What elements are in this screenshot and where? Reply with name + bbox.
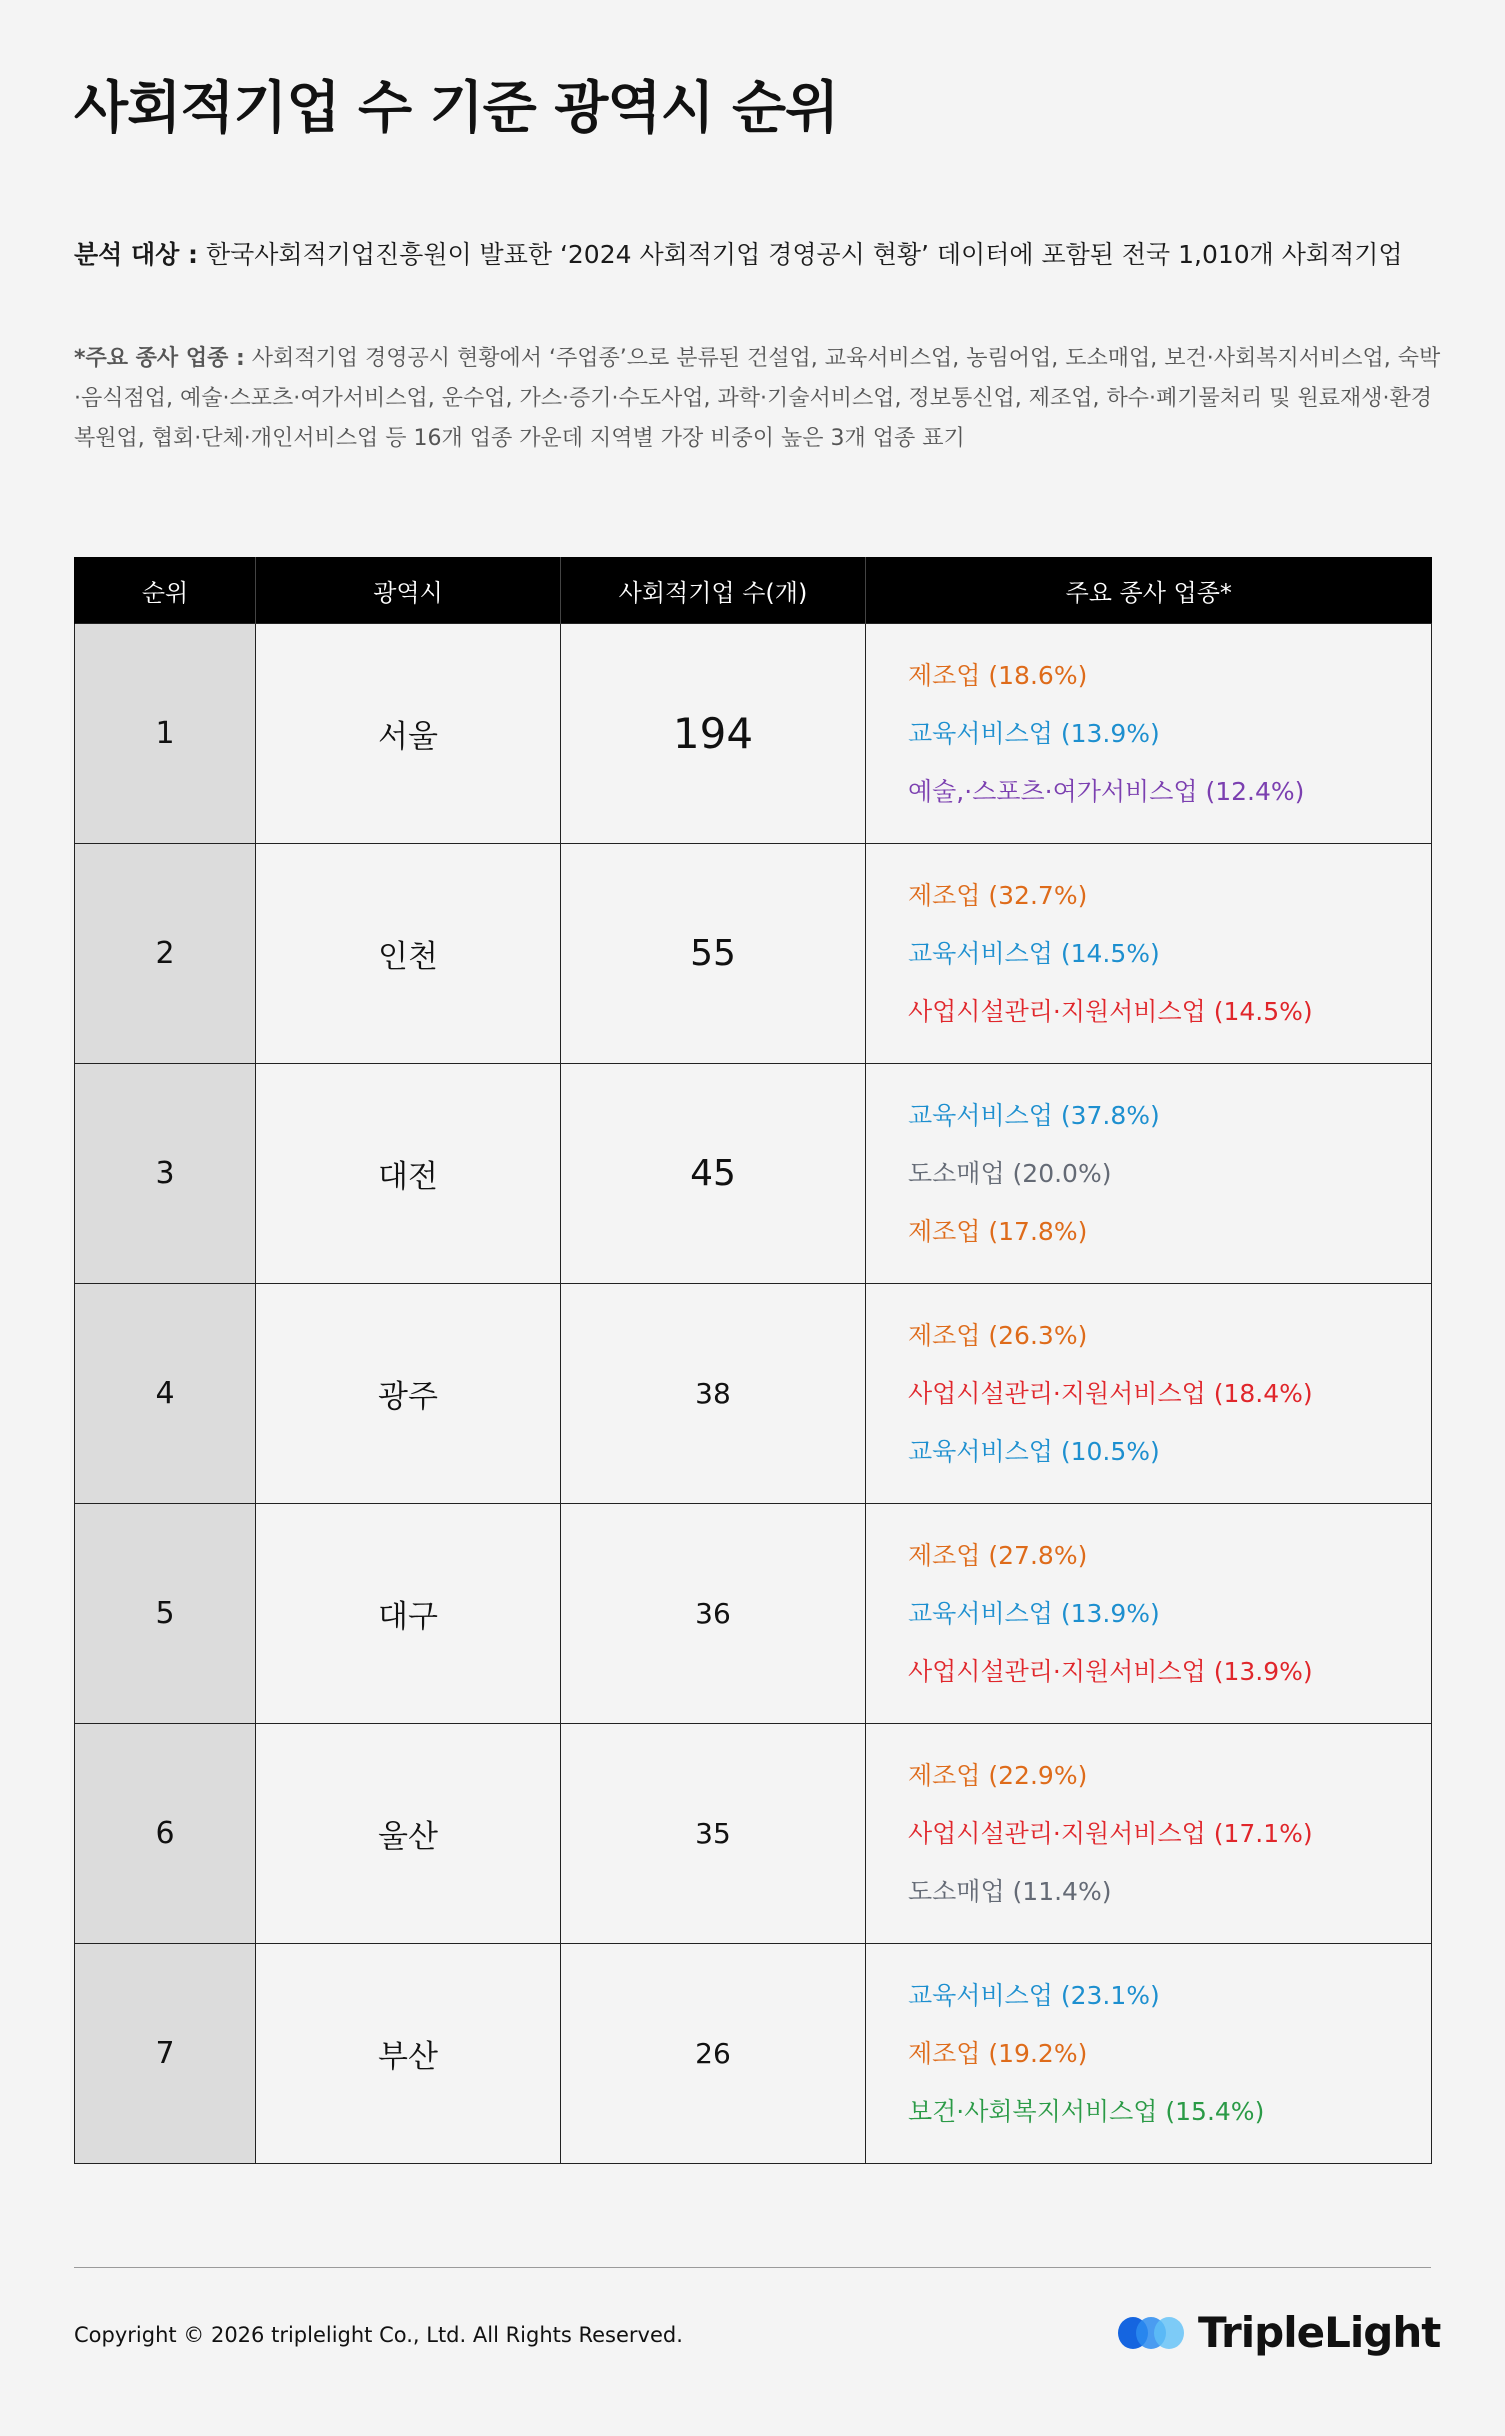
industry-item: 교육서비스업 (23.1%): [908, 1980, 1160, 2010]
industry-item: 제조업 (26.3%): [908, 1320, 1088, 1350]
header-city: 광역시: [256, 557, 561, 624]
city-cell: 대전: [256, 1064, 561, 1284]
industry-item: 도소매업 (20.0%): [908, 1158, 1112, 1188]
industry-item: 제조업 (18.6%): [908, 660, 1088, 690]
count-cell: 36: [561, 1504, 866, 1724]
industry-item: 제조업 (17.8%): [908, 1216, 1088, 1246]
triplelight-logo-icon: [1116, 2313, 1188, 2353]
industry-item: 제조업 (32.7%): [908, 880, 1088, 910]
rank-cell: 2: [75, 844, 256, 1064]
count-cell: 55: [561, 844, 866, 1064]
table-row: [75, 844, 1432, 1064]
analysis-subject-label: 분석 대상 :: [74, 240, 199, 269]
rank-cell: 5: [75, 1504, 256, 1724]
industries-cell: [866, 1064, 1432, 1284]
count-cell: 45: [561, 1064, 866, 1284]
industry-item: 교육서비스업 (37.8%): [908, 1100, 1160, 1130]
city-cell: 부산: [256, 1944, 561, 2164]
count-cell: 26: [561, 1944, 866, 2164]
industry-item: 교육서비스업 (13.9%): [908, 1598, 1160, 1628]
ranking-table: [74, 557, 1432, 2164]
city-cell: 인천: [256, 844, 561, 1064]
rank-cell: 3: [75, 1064, 256, 1284]
industry-item: 교육서비스업 (14.5%): [908, 938, 1160, 968]
header-rank: 순위: [75, 557, 256, 624]
industry-item: 사업시설관리·지원서비스업 (18.4%): [908, 1378, 1313, 1408]
industries-cell: [866, 624, 1432, 844]
rank-cell: 6: [75, 1724, 256, 1944]
table-row: [75, 1724, 1432, 1944]
count-cell: 194: [561, 624, 866, 844]
table-row: [75, 1064, 1432, 1284]
header-industries: 주요 종사 업종*: [866, 557, 1432, 624]
industry-item: 교육서비스업 (10.5%): [908, 1436, 1160, 1466]
industries-cell: [866, 1944, 1432, 2164]
industry-note-text: 사회적기업 경영공시 현황에서 ‘주업종’으로 분류된 건설업, 교육서비스업, 농림어업, 도소매업, 보건·사회복지서비스업, 숙박·음식점업, 예술·스포츠·여가서비스업, 운수업, 가스·증기·수도사업, 과학·기술서비스업, 정보통신업, 제조업, 하수·폐기물처리 및 원료재생·환경복원업, 협회·단체·개인서비스업 등 16개 업종 가운데 지역별 가장 비중이 높은 3개 업종 표기: [74, 346, 1441, 451]
table-row: [75, 1284, 1432, 1504]
analysis-subject-text: 한국사회적기업진흥원이 발표한 ‘2024 사회적기업 경영공시 현황’ 데이터에 포함된 전국 1,010개 사회적기업: [198, 240, 1403, 269]
industry-item: 제조업 (19.2%): [908, 2038, 1088, 2068]
footer-divider: [74, 2267, 1431, 2268]
table-row: [75, 1504, 1432, 1724]
industry-note: [74, 339, 1444, 459]
table-row: [75, 624, 1432, 844]
table-row: [75, 1944, 1432, 2164]
industry-item: 예술,·스포츠·여가서비스업 (12.4%): [908, 776, 1305, 806]
count-cell: 35: [561, 1724, 866, 1944]
page-title: 사회적기업 수 기준 광역시 순위: [74, 76, 839, 141]
city-cell: 광주: [256, 1284, 561, 1504]
industry-item: 사업시설관리·지원서비스업 (14.5%): [908, 996, 1313, 1026]
rank-cell: 4: [75, 1284, 256, 1504]
industry-item: 교육서비스업 (13.9%): [908, 718, 1160, 748]
brand-logo: [1116, 2308, 1440, 2357]
rank-cell: 7: [75, 1944, 256, 2164]
industries-cell: [866, 1284, 1432, 1504]
industry-item: 제조업 (27.8%): [908, 1540, 1088, 1570]
copyright-text: Copyright © 2026 triplelight Co., Ltd. All Rights Reserved.: [74, 2323, 683, 2347]
industry-item: 사업시설관리·지원서비스업 (17.1%): [908, 1818, 1313, 1848]
city-cell: 울산: [256, 1724, 561, 1944]
industry-note-label: *주요 종사 업종 :: [74, 346, 245, 371]
city-cell: 대구: [256, 1504, 561, 1724]
industries-cell: [866, 844, 1432, 1064]
table-header-row: [75, 557, 1432, 624]
rank-cell: 1: [75, 624, 256, 844]
industry-item: 사업시설관리·지원서비스업 (13.9%): [908, 1656, 1313, 1686]
analysis-subject: [74, 237, 1444, 273]
industries-cell: [866, 1724, 1432, 1944]
industries-cell: [866, 1504, 1432, 1724]
header-count: 사회적기업 수(개): [561, 557, 866, 624]
count-cell: 38: [561, 1284, 866, 1504]
brand-name: TripleLight: [1198, 2308, 1441, 2357]
industry-item: 제조업 (22.9%): [908, 1760, 1088, 1790]
city-cell: 서울: [256, 624, 561, 844]
industry-item: 보건·사회복지서비스업 (15.4%): [908, 2096, 1265, 2126]
industry-item: 도소매업 (11.4%): [908, 1876, 1112, 1906]
